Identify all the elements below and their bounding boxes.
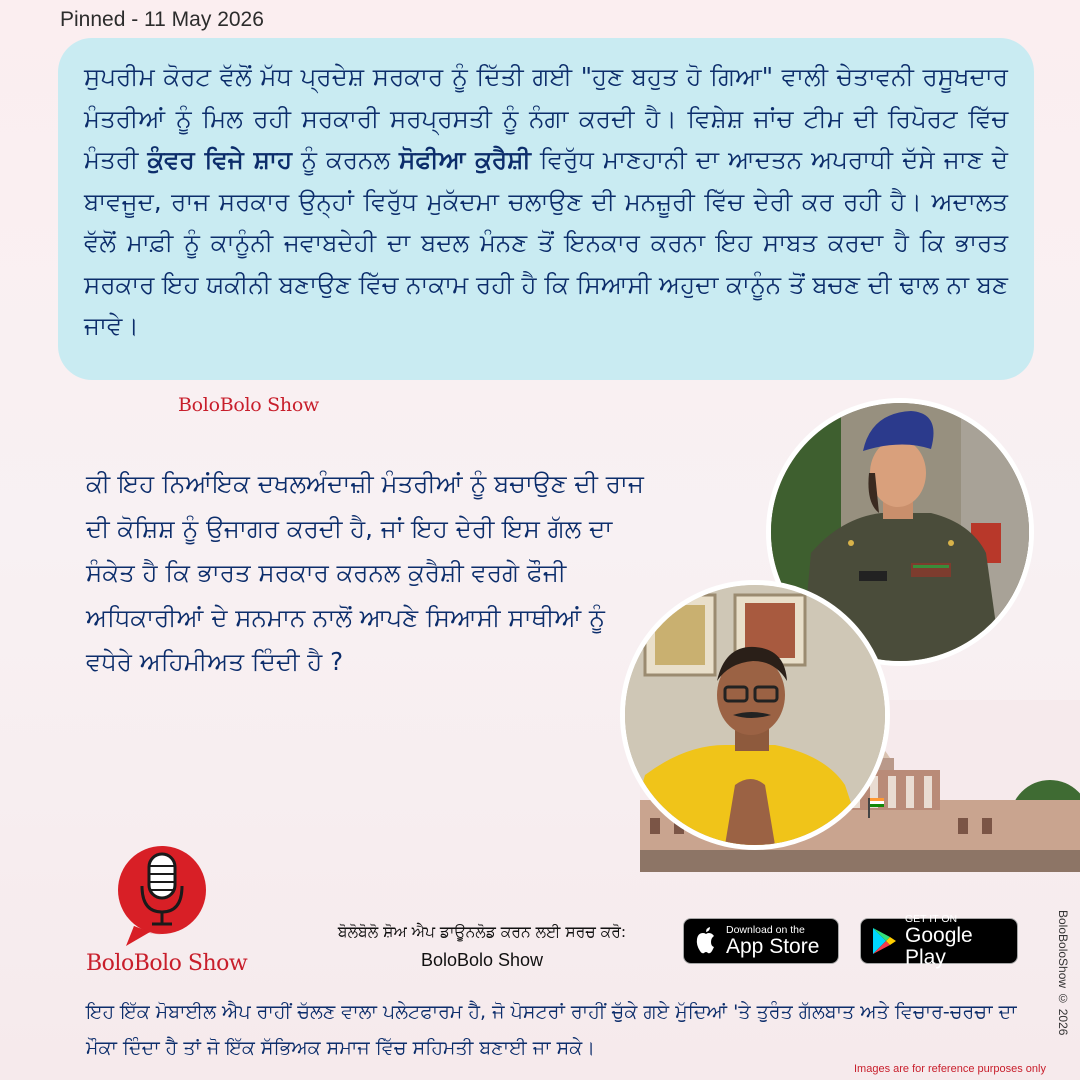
brand-logo-text: BoloBolo Show: [86, 951, 248, 976]
question-text: ਕੀ ਇਹ ਨਿਆਂਇਕ ਦਖਲਅੰਦਾਜ਼ੀ ਮੰਤਰੀਆਂ ਨੂੰ ਬਚਾਉਣ ਦੀ ਰਾਜ ਦੀ ਕੋਸ਼ਿਸ਼ ਨੂੰ ਉਜਾਗਰ ਕਰਦੀ ਹੈ, ਜਾਂ ਇਹ ਦੇਰੀ ਇਸ ਗੱਲ ਦਾ ਸੰਕੇਤ ਹੈ ਕਿ ਭਾਰਤ ਸਰਕਾਰ ਕਰਨਲ ਕੁਰੈਸ਼ੀ ਵਰਗੇ ਫੌਜੀ ਅਧਿਕਾਰੀਆਂ ਦੇ ਸਨਮਾਨ ਨਾਲੋਂ ਆਪਣੇ ਸਿਆਸੀ ਸਾਥੀਆਂ ਨੂੰ ਵਧੇਰੇ ਅਹਿਮੀਅਤ ਦਿੰਦੀ ਹੈ ?: [86, 469, 644, 676]
app-store-big-text: App Store: [726, 935, 820, 958]
message-bubble: [58, 38, 1034, 380]
microphone-chat-icon: [112, 840, 212, 950]
apple-icon: [694, 927, 718, 955]
app-store-small-text: Download on the: [726, 924, 805, 936]
google-play-icon: [871, 927, 897, 955]
message-part-3: ਵਿਰੁੱਧ ਮਾਣਹਾਨੀ ਦਾ ਆਦਤਨ ਅਪਰਾਧੀ ਦੱਸੇ ਜਾਣ ਦੇ ਬਾਵਜੂਦ, ਰਾਜ ਸਰਕਾਰ ਉਨ੍ਹਾਂ ਵਿਰੁੱਧ ਮੁਕੱਦਮਾ ਚਲਾਉਣ ਦੀ ਮਨਜ਼ੂਰੀ ਵਿੱਚ ਦੇਰੀ ਕਰ ਰਹੀ ਹੈ। ਅਦਾਲਤ ਵੱਲੋਂ ਮਾਫ਼ੀ ਨੂੰ ਕਾਨੂੰਨੀ ਜਵਾਬਦੇਹੀ ਦਾ ਬਦਲ ਮੰਨਣ ਤੋਂ ਇਨਕਾਰ ਕਰਨਾ ਇਹ ਸਾਬਤ ਕਰਦਾ ਹੈ ਕਿ ਭਾਰਤ ਸਰਕਾਰ ਇਹ ਯਕੀਨੀ ਬਣਾਉਣ ਵਿੱਚ ਨਾਕਾਮ ਰਹੀ ਹੈ ਕਿ ਸਿਆਸੀ ਅਹੁਦਾ ਕਾਨੂੰਨ ਤੋਂ ਬਚਣ ਦੀ ਢਾਲ ਨਾ ਬਣ ਜਾਵੇ।: [84, 145, 1009, 340]
app-store-button[interactable]: [683, 918, 839, 964]
message-part-1: ਸੁਪਰੀਮ ਕੋਰਟ ਵੱਲੋਂ ਮੱਧ ਪ੍ਰਦੇਸ਼ ਸਰਕਾਰ ਨੂੰ ਦਿੱਤੀ ਗਈ "ਹੁਣ ਬਹੁਤ ਹੋ ਗਿਆ" ਵਾਲੀ ਚੇਤਾਵਨੀ ਰਸੂਖਦਾਰ ਮੰਤਰੀਆਂ ਨੂੰ ਮਿਲ ਰਹੀ ਸਰਕਾਰੀ ਸਰਪ੍ਰਸਤੀ ਨੂੰ ਨੰਗਾ ਕਰਦੀ ਹੈ। ਵਿਸ਼ੇਸ਼ ਜਾਂਚ ਟੀਮ ਦੀ ਰਿਪੋਰਟ ਵਿੱਚ ਮੰਤਰੀ: [84, 62, 1008, 174]
message-part-2: ਨੂੰ ਕਰਨਲ: [292, 145, 400, 174]
minister-photo: [620, 580, 890, 850]
download-prompt-text: ਬੋਲੋਬੋਲੋ ਸ਼ੋਅ ਐਪ ਡਾਊਨਲੋਡ ਕਰਨ ਲਈ ਸਰਚ ਕਰੋ:: [337, 923, 627, 941]
highlight-colonel-name: ਸੋਫੀਆ ਕੁਰੈਸ਼ੀ: [399, 145, 531, 174]
google-play-small-text: GET IT ON: [905, 913, 958, 925]
image-disclaimer: Images are for reference purposes only: [854, 1063, 1046, 1075]
pinned-label: Pinned - 11 May 2026: [60, 8, 264, 31]
highlight-minister-name: ਕੁੰਵਰ ਵਿਜੇ ਸ਼ਾਹ: [147, 145, 293, 174]
download-prompt: [302, 920, 662, 972]
brand-watermark: BoloBolo Show: [178, 394, 319, 416]
download-app-name: BoloBolo Show: [420, 950, 544, 970]
message-text: [84, 56, 1008, 347]
footer-description: ਇਹ ਇੱਕ ਮੋਬਾਈਲ ਐਪ ਰਾਹੀਂ ਚੱਲਣ ਵਾਲਾ ਪਲੇਟਫਾਰਮ ਹੈ, ਜੋ ਪੋਸਟਰਾਂ ਰਾਹੀਂ ਚੁੱਕੇ ਗਏ ਮੁੱਦਿਆਂ 'ਤੇ ਤੁਰੰਤ ਗੱਲਬਾਤ ਅਤੇ ਵਿਚਾਰ-ਚਰਚਾ ਦਾ ਮੌਕਾ ਦਿੰਦਾ ਹੈ ਤਾਂ ਜੋ ਇੱਕ ਸੱਭਿਅਕ ਸਮਾਜ ਵਿੱਚ ਸਹਿਮਤੀ ਬਣਾਈ ਜਾ ਸਕੇ।: [86, 1001, 1017, 1059]
google-play-big-text: Google Play: [905, 924, 973, 969]
copyright-vertical: BoloBoloShow © 2026: [1056, 910, 1070, 1036]
google-play-button[interactable]: [860, 913, 1018, 969]
